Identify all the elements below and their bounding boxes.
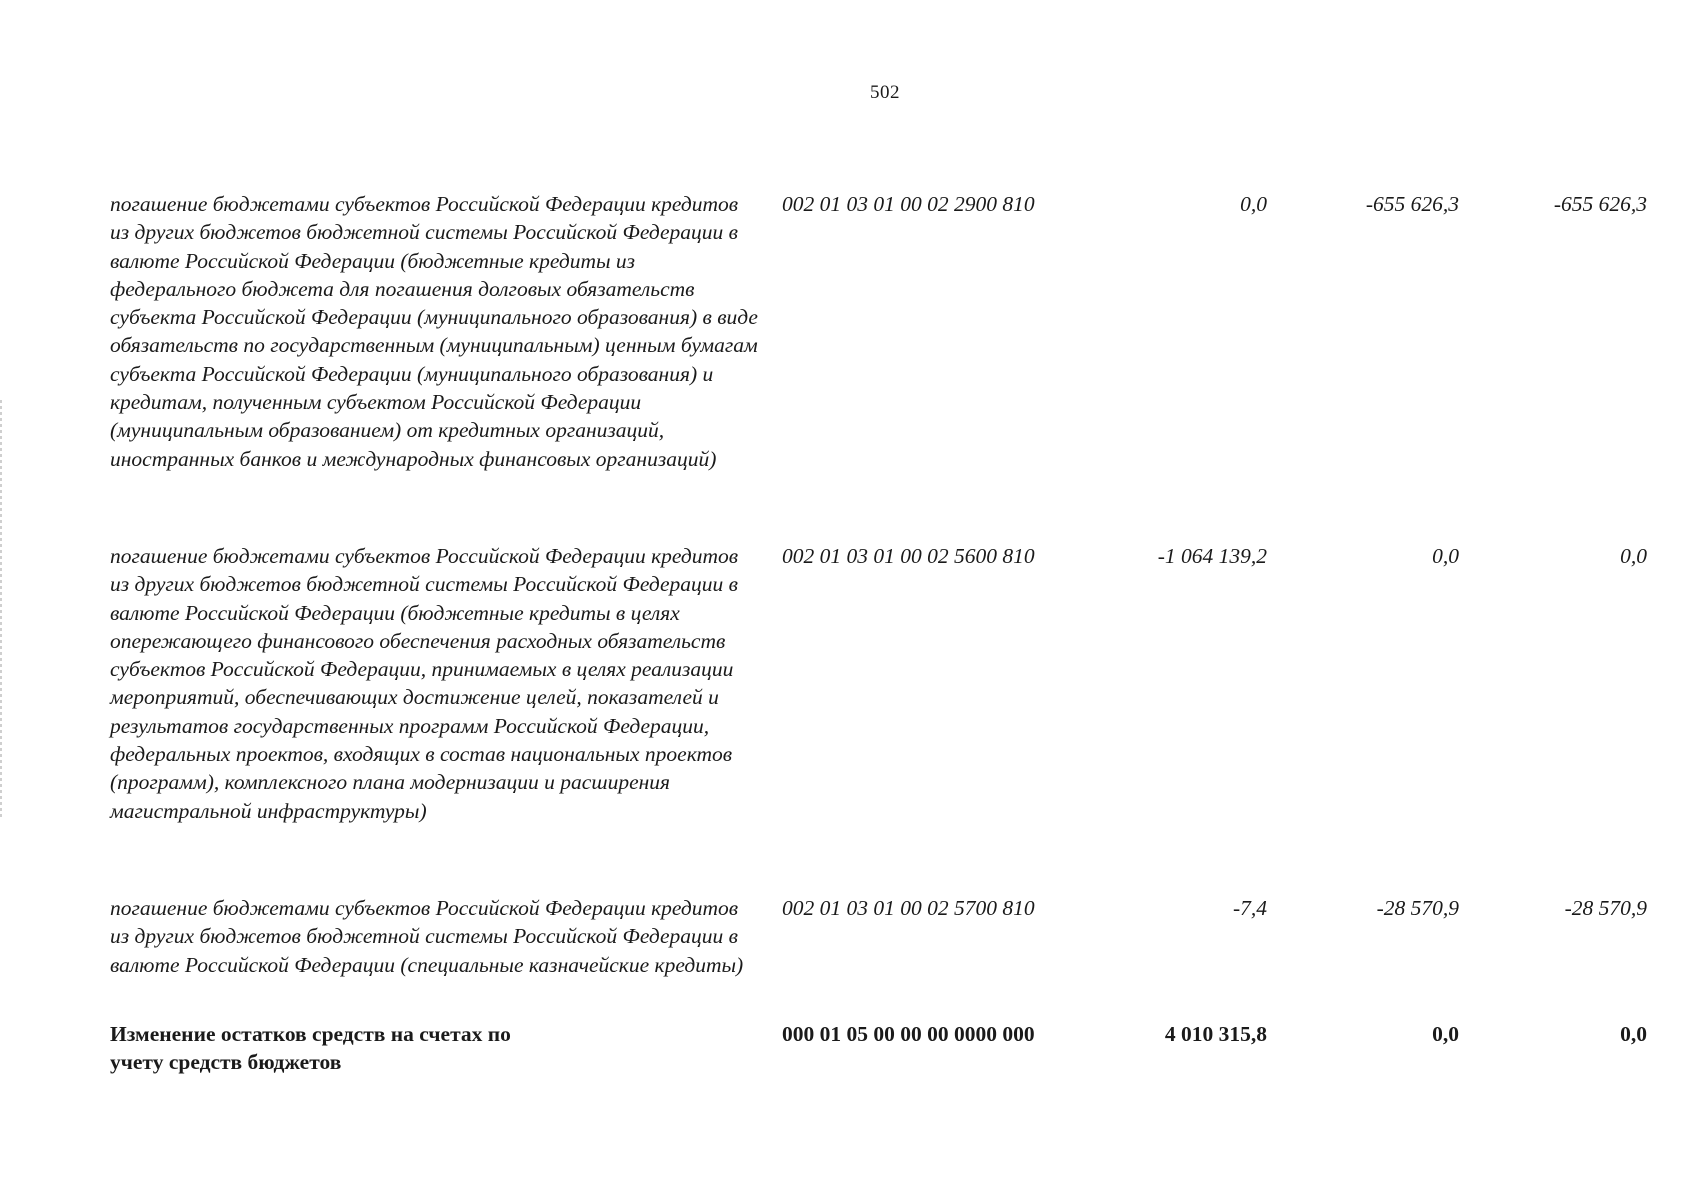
row-value-3: -28 570,9 bbox=[1564, 896, 1647, 920]
row-value-1: -7,4 bbox=[1232, 896, 1267, 920]
row-value-1: -1 064 139,2 bbox=[1157, 544, 1267, 568]
row-value-3: -655 626,3 bbox=[1553, 192, 1647, 216]
row-description: Изменение остатков средств на счетах по учету средств бюджетов bbox=[110, 1022, 511, 1075]
table-row bbox=[0, 190, 1697, 542]
row-value-2: -28 570,9 bbox=[1376, 896, 1459, 920]
row-description: погашение бюджетами субъектов Российской Федерации кредитов из других бюджетов бюджетной системы Российской Федерации в валюте Российской Федерации (бюджетные кредиты из федерального бюджета для погашения долговых обязательств субъекта Российской Федерации (муниципального образования) в виде обязательств по государственным (муниципальным) ценным бумагам субъекта Российской Федерации (муниципального образования) и кредитам, полученным субъектом Российской Федерации (муниципальным образованием) от кредитных организаций, иностранных банков и международных финансовых организаций) bbox=[110, 192, 758, 471]
row-value-2: 0,0 bbox=[1432, 1022, 1459, 1046]
row-code: 002 01 03 01 00 02 5700 810 bbox=[782, 896, 1035, 920]
row-value-2: -655 626,3 bbox=[1365, 192, 1459, 216]
row-value-2: 0,0 bbox=[1432, 544, 1459, 568]
table-row bbox=[0, 894, 1697, 1020]
table-row-total bbox=[0, 1020, 1697, 1090]
page-number: 502 bbox=[870, 82, 900, 103]
row-value-3: 0,0 bbox=[1620, 544, 1647, 568]
budget-table bbox=[0, 190, 1697, 1090]
row-value-3: 0,0 bbox=[1620, 1022, 1647, 1046]
table-row bbox=[0, 542, 1697, 894]
row-code: 002 01 03 01 00 02 5600 810 bbox=[782, 544, 1035, 568]
row-description: погашение бюджетами субъектов Российской Федерации кредитов из других бюджетов бюджетной системы Российской Федерации в валюте Российской Федерации (специальные казначейские кредиты) bbox=[110, 896, 744, 977]
row-code: 002 01 03 01 00 02 2900 810 bbox=[782, 192, 1035, 216]
row-value-1: 4 010 315,8 bbox=[1164, 1022, 1267, 1046]
row-code: 000 01 05 00 00 00 0000 000 bbox=[782, 1022, 1035, 1046]
row-value-1: 0,0 bbox=[1240, 192, 1267, 216]
row-description: погашение бюджетами субъектов Российской Федерации кредитов из других бюджетов бюджетной системы Российской Федерации в валюте Российской Федерации (бюджетные кредиты в целях опережающего финансового обеспечения расходных обязательств субъектов Российской Федерации, принимаемых в целях реализации мероприятий, обеспечивающих достижение целей, показателей и результатов государственных программ Российской Федерации, федеральных проектов, входящих в состав национальных проектов (программ), комплексного плана модернизации и расширения магистральной инфраструктуры) bbox=[110, 544, 739, 823]
